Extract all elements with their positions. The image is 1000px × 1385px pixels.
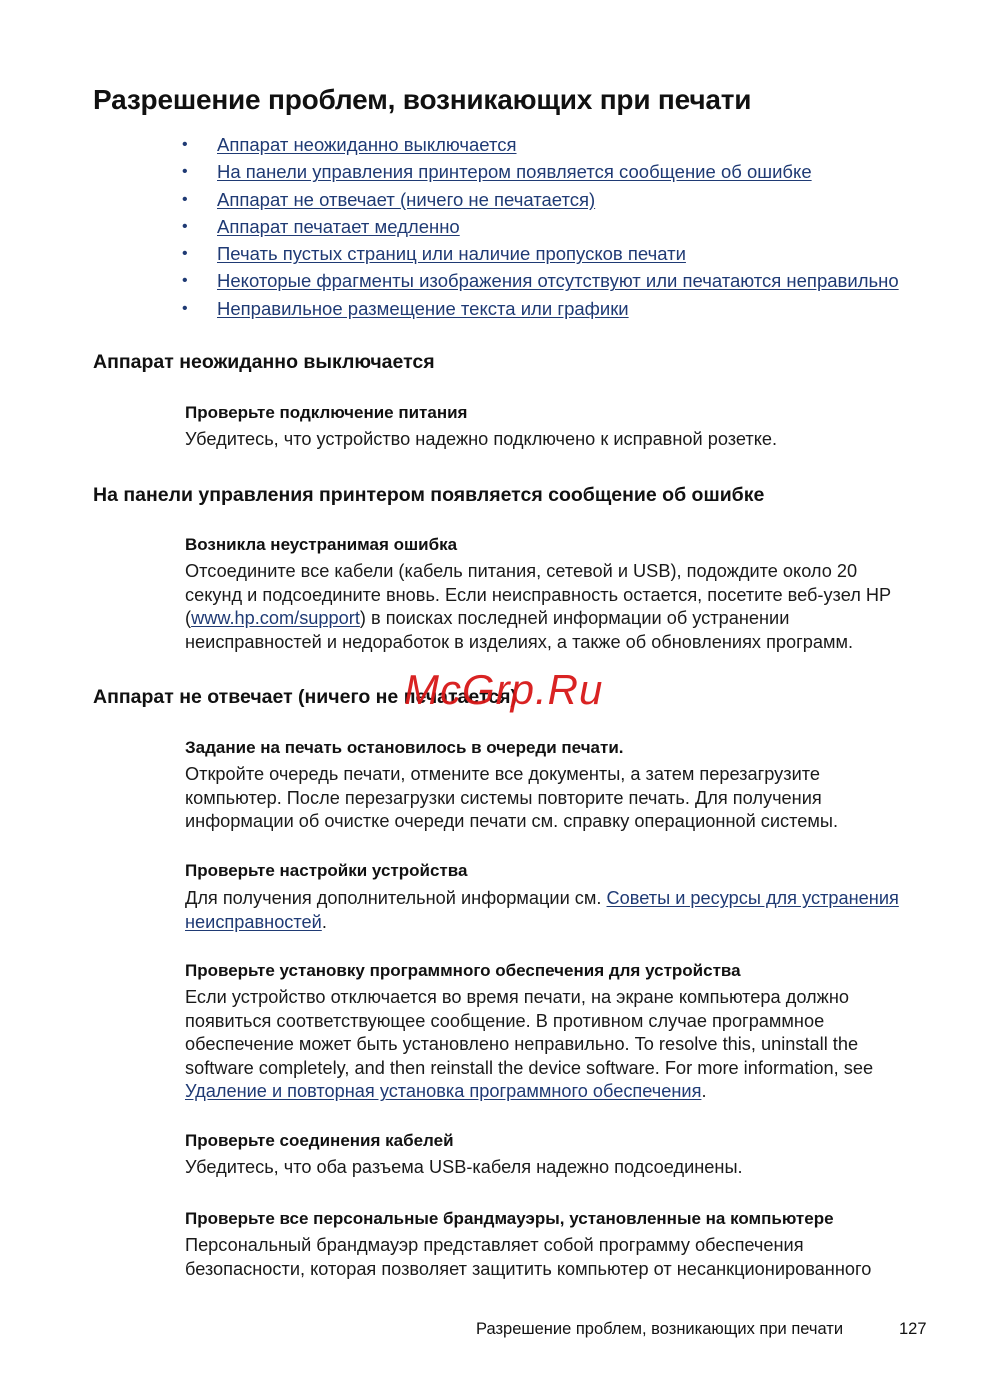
- text-line: компьютер. После перезагрузки системы повторите печать. Для получения: [185, 787, 822, 808]
- toc-link[interactable]: Аппарат не отвечает (ничего не печатается): [217, 188, 596, 210]
- section-heading-not-responding: Аппарат не отвечает (ничего не печатается): [93, 686, 517, 708]
- watermark: McGrp.Ru: [404, 666, 604, 713]
- uninstall-reinstall-link[interactable]: Удаление и повторная установка программного обеспечения: [185, 1081, 702, 1102]
- page-title: Разрешение проблем, возникающих при печати: [93, 84, 752, 115]
- toc-link[interactable]: Печать пустых страниц или наличие пропусков печати: [217, 243, 686, 265]
- paragraph-cable-connections: [185, 1156, 945, 1180]
- toc-link[interactable]: Некоторые фрагменты изображения отсутствуют или печатаются неправильно: [217, 270, 899, 292]
- text-line: безопасности, которая позволяет защитить компьютер от несанкционированного: [185, 1258, 872, 1279]
- bullet-icon: •: [182, 299, 188, 317]
- section-heading-error-message: На панели управления принтером появляется сообщение об ошибке: [93, 484, 765, 506]
- footer-title: Разрешение проблем, возникающих при печати: [476, 1320, 844, 1338]
- toc-link[interactable]: Неправильное размещение текста или графики: [217, 297, 629, 319]
- subsection-heading-power: Проверьте подключение питания: [185, 403, 468, 422]
- bullet-icon: •: [182, 190, 188, 208]
- troubleshooting-resources-link-cont[interactable]: неисправностей: [185, 911, 322, 932]
- section-heading-unexpected-shutdown: Аппарат неожиданно выключается: [93, 351, 435, 373]
- text-line: [185, 911, 945, 935]
- text-line: обеспечение может быть установлено неправильно. To resolve this, uninstall the: [185, 1034, 859, 1055]
- text-line: Убедитесь, что устройство надежно подключено к исправной розетке.: [185, 429, 778, 449]
- paragraph-device-settings: [185, 887, 945, 934]
- subsection-heading-fatal-error: Возникла неустранимая ошибка: [185, 535, 458, 554]
- paragraph-print-queue: [185, 763, 945, 834]
- subsection-heading-device-settings: Проверьте настройки устройства: [185, 861, 468, 880]
- paragraph-software-install: [185, 986, 945, 1104]
- text-fragment: Для получения дополнительной информации см.: [185, 888, 607, 908]
- toc-item: [180, 158, 899, 185]
- text-line: Отсоедините все кабели (кабель питания, сетевой и USB), подождите около 20: [185, 561, 858, 581]
- text-fragment: ) в поисках последней информации об устранении: [359, 608, 790, 629]
- toc-item: [180, 295, 899, 322]
- page-number: 127: [899, 1320, 927, 1338]
- toc-item: [180, 240, 899, 267]
- text-line: секунд и подсоедините вновь. Если неисправность остается, посетите веб-узел HP: [185, 584, 892, 605]
- text-fragment: .: [701, 1081, 707, 1102]
- text-line: Убедитесь, что оба разъема USB-кабеля надежно подсоединены.: [185, 1157, 743, 1177]
- toc-link[interactable]: Аппарат печатает медленно: [217, 215, 460, 237]
- toc-item: [180, 186, 899, 213]
- subsection-heading-print-queue: Задание на печать остановилось в очереди печати.: [185, 738, 624, 757]
- text-line: появиться соответствующее сообщение. В противном случае программное: [185, 1010, 825, 1031]
- subsection-heading-firewalls: Проверьте все персональные брандмауэры, установленные на компьютере: [185, 1209, 834, 1228]
- subsection-heading-software-install: Проверьте установку программного обеспечения для устройства: [185, 961, 741, 980]
- text-fragment: (: [185, 608, 192, 629]
- toc-item: [180, 267, 899, 294]
- toc-list: [180, 131, 899, 322]
- paragraph-firewalls: [185, 1234, 945, 1281]
- subsection-heading-cable-connections: Проверьте соединения кабелей: [185, 1131, 454, 1150]
- toc-item: [180, 213, 899, 240]
- text-line: Откройте очередь печати, отмените все документы, а затем перезагрузите: [185, 764, 821, 784]
- text-line: неисправностей и недоработок в изделиях, а также об обновлениях программ.: [185, 631, 854, 652]
- bullet-icon: •: [182, 272, 188, 290]
- text-line: software completely, and then reinstall the device software. For more information, see: [185, 1057, 874, 1078]
- text-line: информации об очистке очереди печати см. справку операционной системы.: [185, 811, 839, 832]
- text-line: Персональный брандмауэр представляет собой программу обеспечения: [185, 1235, 804, 1255]
- toc-link[interactable]: Аппарат неожиданно выключается: [217, 134, 517, 155]
- toc-item: [180, 131, 899, 158]
- text-fragment: .: [321, 911, 327, 932]
- paragraph-power: [185, 428, 945, 452]
- hp-support-link[interactable]: www.hp.com/support: [191, 608, 360, 629]
- troubleshooting-resources-link[interactable]: Советы и ресурсы для устранения: [606, 888, 899, 908]
- text-line: [185, 607, 945, 631]
- paragraph-fatal-error: [185, 560, 945, 654]
- bullet-icon: •: [182, 245, 188, 263]
- text-line: Если устройство отключается во время печати, на экране компьютера должно: [185, 987, 849, 1007]
- text-line: [185, 1080, 945, 1104]
- bullet-icon: •: [182, 136, 188, 153]
- text-line: [185, 887, 945, 911]
- bullet-icon: •: [182, 217, 188, 235]
- toc-link[interactable]: На панели управления принтером появляется сообщение об ошибке: [217, 161, 812, 183]
- bullet-icon: •: [182, 163, 188, 181]
